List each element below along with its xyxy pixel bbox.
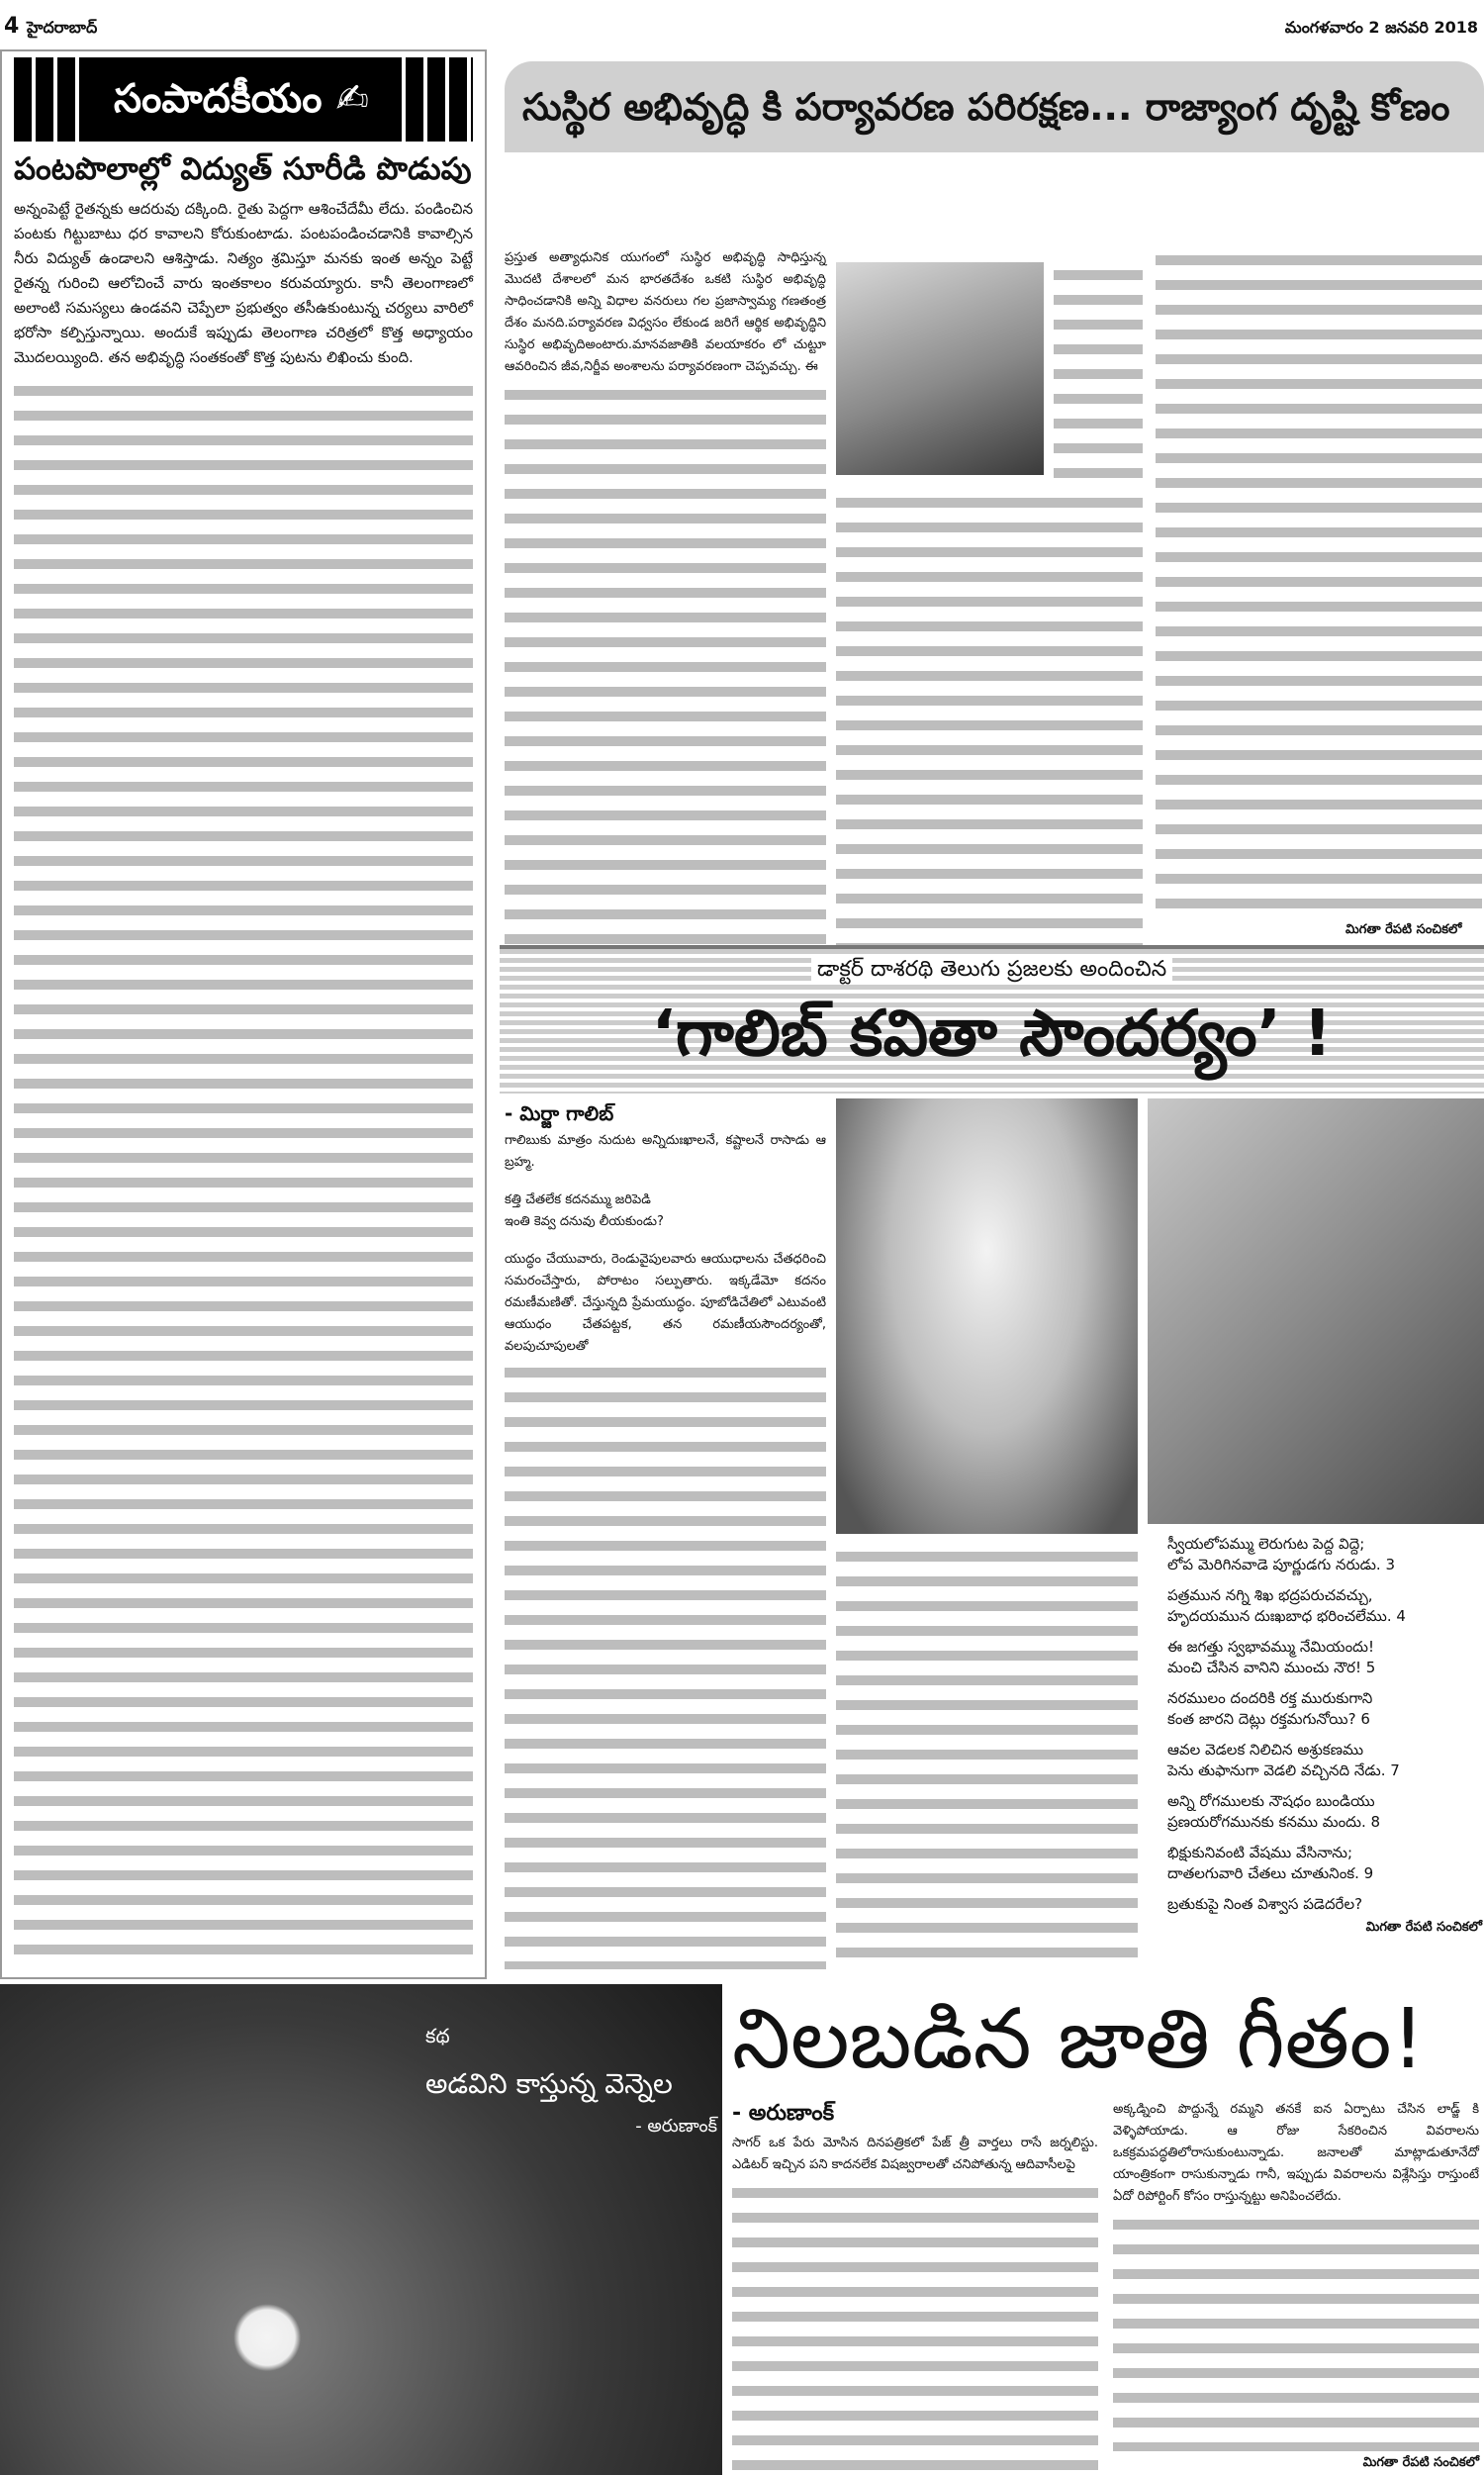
poem-line: లోప మెరిగినవాడె పూర్ణుడగు నరుడు. 3 — [1167, 1556, 1396, 1573]
poem-line: నరములం దందరికి రక్త మురుకుగాని — [1167, 1689, 1373, 1707]
anthem-columns — [732, 2099, 1480, 2473]
poem-stanza — [1167, 1585, 1482, 1627]
story-title: అడవిని కాస్తున్న వెన్నెల — [425, 2067, 673, 2100]
poem-stanza — [1167, 1688, 1482, 1730]
pen-icon: ✍ — [335, 76, 369, 122]
galib-kicker: డాక్టర్ దాశరథి తెలుగు ప్రజలకు అందించిన — [811, 957, 1172, 982]
environment-title — [505, 61, 1484, 152]
anthem-col2 — [1113, 2099, 1479, 2473]
poem-line: ఈ జగత్తు స్వభావమ్ము నేమియందు! — [1167, 1638, 1374, 1656]
environment-col1 — [505, 247, 826, 945]
anthem-byline: - అరుణాంక్ — [732, 2101, 835, 2126]
story-author: - అరుణాంక్ — [635, 2116, 717, 2137]
poem-line: కంత జారని దెట్లు రక్తమగునోయి? 6 — [1167, 1710, 1370, 1728]
environment-continued: మిగతా రేపటి సంచికలో — [1345, 922, 1462, 937]
environment-sidebar — [1054, 262, 1143, 480]
environment-body-col3 — [1156, 247, 1482, 915]
poem-stanza — [1167, 1534, 1482, 1575]
galib-paragraph: యుద్ధం చేయువారు, రెండువైపులవారు ఆయుధాలను చేతధరించి సమరంచేస్తారు, పోరాటం సల్పుతారు. ఇక్కడేమో కదనం రమణీమణితో. చేస్తున్నది ప్రేమయుద్ధం. పూబోడిచేతిలో ఎటువంటి ఆయుధం చేతపట్టక, తన రమణీయసౌందర్యంతో, వలపుచూపులతో — [505, 1252, 826, 1354]
galib-continued: మిగతా రేపటి సంచికలో — [1365, 1920, 1482, 1935]
environment-title-text: సుస్థిర అభివృద్ధి కి పర్యావరణ పరిరక్షణ... రాజ్యాంగ దృష్టి కోణం — [522, 85, 1450, 129]
editorial-banner-text: సంపాదకీయం — [114, 76, 323, 122]
environment-body-col2 — [836, 490, 1143, 945]
verse-line: ఇంతి కెవ్వ దనువు లీయకుండు? — [505, 1214, 664, 1229]
editorial-banner — [14, 57, 473, 142]
environment-body-col1 — [505, 382, 826, 945]
poem-line: స్వీయలోపమ్ము లెరుగుట పెద్ద విద్దె; — [1167, 1535, 1365, 1553]
anthem-section — [732, 1984, 1480, 2473]
poem-line: భిక్షుకునివంటి వేషము వేసినాను; — [1167, 1844, 1353, 1861]
galib-body-col2 — [836, 1544, 1138, 1969]
poem-section — [1167, 1534, 1482, 1938]
page-number — [4, 14, 97, 41]
galib-header — [500, 945, 1484, 1094]
galib-verse — [505, 1190, 826, 1233]
galib-portrait — [836, 1098, 1138, 1534]
poem-line: ప్రణయరోగమునకు కనము మందు. 8 — [1167, 1813, 1381, 1831]
anthem-col1 — [732, 2099, 1098, 2473]
poem-line: పత్రమున నగ్ని శిఖ భద్రపరుచవచ్చు, — [1167, 1586, 1373, 1604]
anthem-col1-body — [732, 2180, 1098, 2473]
date-label: మంగళవారం 2 జనవరి 2018 — [1284, 18, 1478, 37]
galib-intro: గాలిబుకు మాత్రం నుదుట అన్నిదుఃఖాలనే, కష్టాలనే రాసాడు ఆ బ్రహ్మ. — [505, 1133, 826, 1170]
galib-text — [505, 1098, 826, 1969]
editorial-body — [14, 378, 473, 1969]
anthem-col2-lead: అక్కడ్నించి పొద్దున్నే రమ్మని తనకే ఐన ఏర్పాటు చేసిన లాడ్జ్ కి వెళ్ళిపోయాడు. ఆ రోజు సేకరించిన వివరాలను ఒకక్రమపద్ధతిలోరాసుకుంటున్నాడు. జనాలతో మాట్లాడుతూనేదో యాంత్రికంగా రాసుకున్నాడు గానీ, ఇప్పుడు వివరాలను విశ్లేసిస్తు రాస్తుంటే ఏదో రిపోర్టింగ్ కోసం రాస్తున్నట్టు అనిపించలేదు. — [1113, 2102, 1479, 2204]
galib-byline: - మిర్జా గాలిబ్ — [505, 1101, 614, 1125]
poem-last-line: బ్రతుకుపై నింత విశ్వాస పడెదరేల? — [1167, 1895, 1363, 1913]
environment-lead: ప్రస్తుత అత్యాధునిక యుగంలో సుస్థిర అభివృద్ధి సాధిస్తున్న మొదటి దేశాలలో మన భారతదేశం ఒకటి సుస్థిర అభివృద్ధి సాధించడానికి అన్ని విధాల వనరులు గల ప్రజాస్వామ్య గణతంత్ర దేశం మనది.పర్యావరణ విధ్వసం లేకుండ జరిగే ఆర్థిక అభివృద్ధిని సుస్థిర అభివృదిఅంటారు.మానవజాతికి వలయాకరం లో చుట్టూ ఆవరించిన జీవ,నిర్జీవ అంశాలను పర్యావరణంగా చెప్పవచ్చు. ఈ — [505, 250, 826, 374]
galib-title: ‘గాలిబ్ కవితా సౌందర్యం’ ! — [651, 998, 1333, 1071]
anthem-col1-lead: సాగర్ ఒక పేరు మోసిన దినపత్రికలో పేజ్ త్రీ వార్తలు రాసే జర్నలిస్టు. ఎడిటర్ ఇచ్చిన పని కాదనలేక విషజ్వరాలతో చనిపోతున్న ఆదివాసీలపై — [732, 2136, 1098, 2172]
book-cover-image — [1148, 1098, 1484, 1524]
poem-stanza — [1167, 1843, 1482, 1884]
poem-list — [1167, 1534, 1482, 1894]
story-block — [425, 2024, 717, 2141]
galib-body — [505, 1360, 826, 1969]
anthem-title: నిలబడిన జాతి గీతం! — [732, 1990, 1426, 2087]
editorial-title: పంటపొలాల్లో విద్యుత్ సూరీడి పొడుపు — [14, 151, 472, 187]
poem-line: పెను తుఫానుగా వెడలి వచ్చినది నేడు. 7 — [1167, 1761, 1400, 1779]
poem-stanza — [1167, 1637, 1482, 1678]
verse-line: కత్తి చేతలేక కదనమ్ము జరిపెడి — [505, 1192, 651, 1207]
poem-stanza — [1167, 1740, 1482, 1781]
poem-line: మంచి చేసిన వానిని ముంచు నౌర! 5 — [1167, 1659, 1376, 1676]
poem-line: దాతలగువారి చేతలు చూతునింక. 9 — [1167, 1864, 1374, 1882]
author-photo — [836, 262, 1044, 475]
poem-line: అన్ని రోగములకు నౌషధం బుండియు — [1167, 1792, 1375, 1810]
edition-label: హైదరాబాద్ — [26, 18, 98, 37]
editorial-box — [0, 49, 487, 1979]
story-kicker: కథ — [425, 2024, 450, 2047]
poem-stanza — [1167, 1791, 1482, 1833]
poem-line: ఆవల వెడలక నిలిచిన అశ్రుకణము — [1167, 1741, 1364, 1759]
anthem-continued: మిగతా రేపటి సంచికలో — [1362, 2455, 1479, 2470]
editorial-lead: అన్నంపెట్టే రైతన్నకు ఆదరువు దక్కింది. రైతు పెద్దగా ఆశించేదేమీ లేదు. పండించిన పంటకు గిట్టుబాటు ధర కావాలని కోరుకుంటాడు. పంటపండించడానికి కావాల్సిన నీరు విద్యుత్ ఉండాలని ఆశిస్తాడు. నిత్యం శ్రమిస్తూ మనకు ఇంత అన్నం పెట్టే రైతన్న గురించి ఆలోచించే వారు ఇంతకాలం కరువయ్యారు. కానీ తెలంగాణలో అలాంటి సమస్యలు ఉండవని చెప్పేలా ప్రభుత్వం తసీఉకుంటున్న చర్యలు వారిలో భరోసా కల్పిస్తున్నాయి. అందుకే ఇప్పుడు తెలంగాణ చరిత్రలో కొత్త అధ్యాయం మొదలయ్యింది. తన అభివృద్ధి సంతకంతో కొత్త పుటను లిఖించు కుంది. — [14, 200, 473, 366]
anthem-col2-body — [1113, 2212, 1479, 2451]
page-number-text: 4 — [4, 14, 20, 39]
poem-line: హృదయమున దుఃఖబాధ భరించలేము. 4 — [1167, 1607, 1406, 1625]
